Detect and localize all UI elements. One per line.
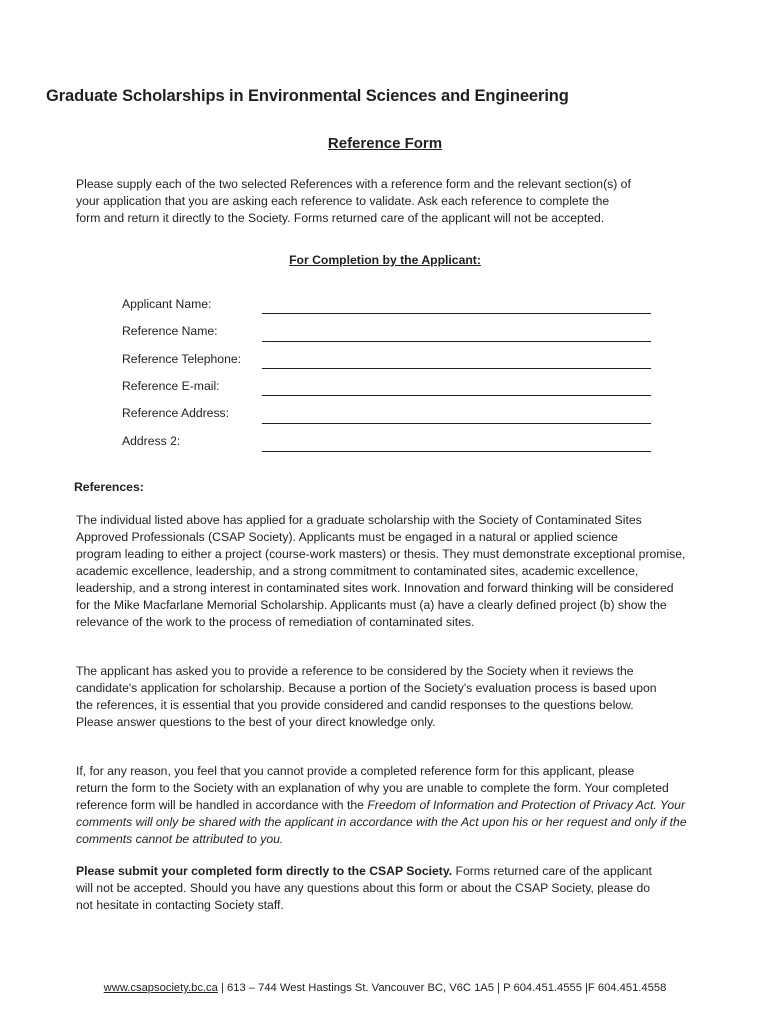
paragraph-line: will not be accepted. Should you have any questions about this form or about the CSAP Society, please do [76,881,651,895]
paragraph-line [76,863,736,880]
address-2-label: Address 2: [122,434,181,448]
reference-address-label: Reference Address: [122,406,230,420]
reference-email-label: Reference E-mail: [122,379,220,393]
applicant-name-label: Applicant Name: [122,297,212,311]
reference-address-field[interactable] [262,423,651,424]
paragraph-line: relevance of the work to the process of remediation of contaminated sites. [76,615,475,629]
submit-instruction: Please submit your completed form directly to the CSAP Society. [76,864,453,878]
reference-name-label: Reference Name: [122,324,218,338]
privacy-act-text: Freedom of Information and Protection of Privacy Act. Your [367,798,686,812]
paragraph-line: candidate's application for scholarship. Because a portion of the Society's evaluation process is based upon [76,681,657,695]
paragraph-line: program leading to either a project (course-work masters) or thesis. They must demonstrate exceptional promise, [76,547,686,561]
references-paragraph-1 [76,512,736,631]
reference-telephone-label: Reference Telephone: [122,352,242,366]
applicant-name-field[interactable] [262,313,651,314]
intro-paragraph [76,176,736,227]
paragraph-line: leadership, and a strong interest in contaminated sites work. Innovation and forward thinking will be considered [76,581,674,595]
paragraph-line: not hesitate in contacting Society staff. [76,898,284,912]
paragraph-line: Approved Professionals (CSAP Society). Applicants must be engaged in a natural or applied science [76,530,618,544]
intro-line: Please supply each of the two selected References with a reference form and the relevant section(s) of [76,177,631,191]
paragraph-line: academic excellence, leadership, and a strong commitment to contaminated sites, academic excellence, [76,564,639,578]
intro-line: your application that you are asking each reference to validate. Ask each reference to complete the [76,194,610,208]
paragraph-line: The applicant has asked you to provide a reference to be considered by the Society when it reviews the [76,664,634,678]
website-link[interactable]: www.csapsociety.bc.ca [103,982,218,994]
document-title: Graduate Scholarships in Environmental Sciences and Engineering [46,87,569,105]
paragraph-line: The individual listed above has applied for a graduate scholarship with the Society of Contaminated Sites [76,513,642,527]
form-subtitle: Reference Form [327,135,443,152]
reference-name-field[interactable] [262,341,651,342]
references-paragraph-3 [76,763,736,848]
paragraph-line [76,797,736,814]
footer-contact: | 613 – 744 West Hastings St. Vancouver BC, V6C 1A5 | P 604.451.4555 |F 604.451.4558 [217,982,667,994]
paragraph-line: the references, it is essential that you provide considered and candid responses to the questions below. [76,698,634,712]
paragraph-text: reference form will be handled in accordance with the [76,798,368,812]
references-heading: References: [74,480,144,494]
paragraph-text: Forms returned care of the applicant [452,864,652,878]
applicant-section-heading: For Completion by the Applicant: [289,253,481,267]
references-paragraph-4 [76,863,736,914]
paragraph-line: Please answer questions to the best of your direct knowledge only. [76,715,436,729]
intro-line: form and return it directly to the Society. Forms returned care of the applicant will not be accepted. [76,211,605,225]
address-2-field[interactable] [262,451,651,452]
paragraph-line: return the form to the Society with an explanation of why you are unable to complete the form. Your completed [76,781,669,795]
footer [0,982,770,994]
paragraph-line: for the Mike Macfarlane Memorial Scholarship. Applicants must (a) have a clearly defined project (b) show the [76,598,667,612]
reference-telephone-field[interactable] [262,368,651,369]
references-paragraph-2 [76,663,736,731]
paragraph-line: comments cannot be attributed to you. [76,832,284,846]
paragraph-line: comments will only be shared with the applicant in accordance with the Act upon his or her request and only if the [76,815,687,829]
paragraph-line: If, for any reason, you feel that you cannot provide a completed reference form for this applicant, please [76,764,635,778]
reference-email-field[interactable] [262,395,651,396]
